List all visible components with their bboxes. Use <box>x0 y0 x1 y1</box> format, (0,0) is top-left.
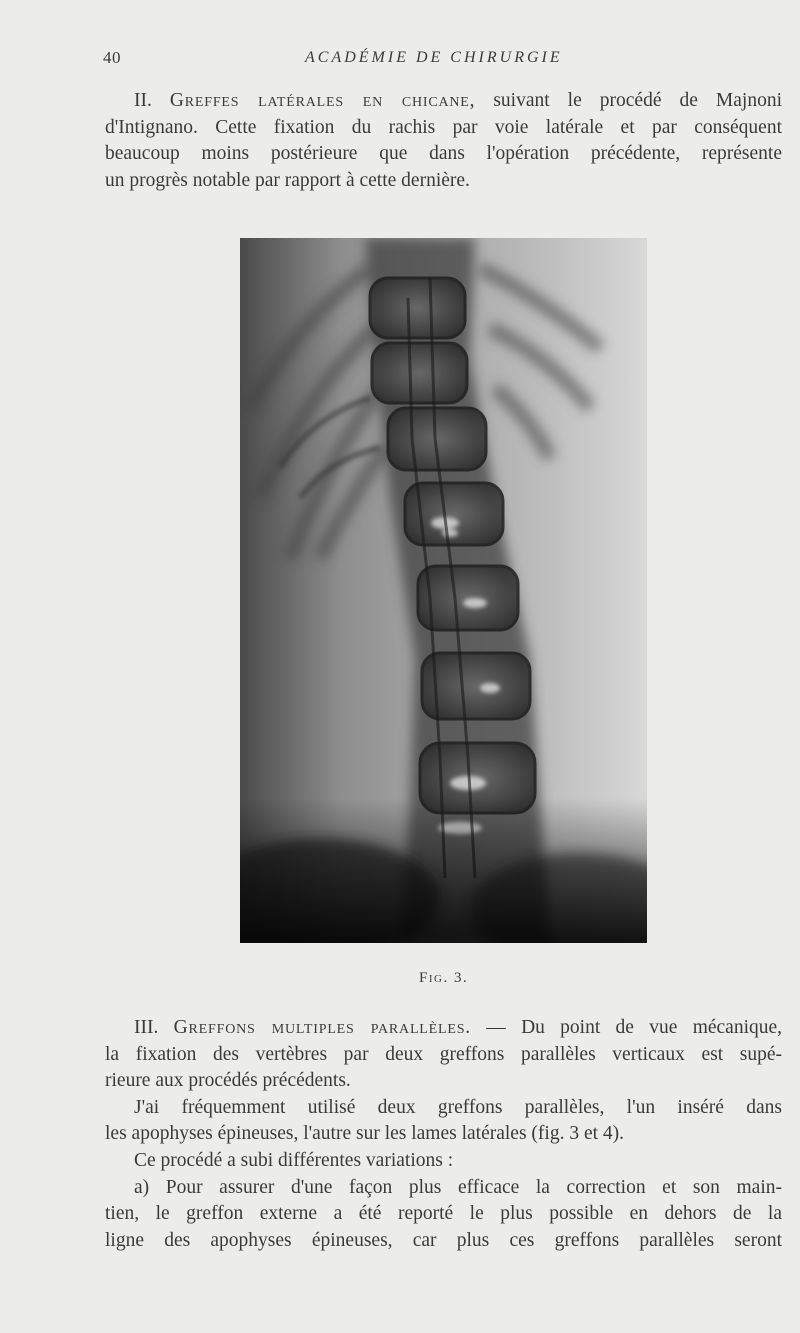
section-iii-heading: Greffons multiples parallèles. <box>173 1017 471 1038</box>
section-ii-numeral: II. <box>134 90 152 111</box>
xray-figure <box>240 238 647 943</box>
section-ii-line-2: d'Intignano. Cette fixation du rachis par voie latérale et par conséquent <box>105 116 782 138</box>
section-iii-paragraph <box>105 1015 782 1254</box>
section-ii-paragraph <box>105 88 782 194</box>
page-number: 40 <box>103 48 121 67</box>
figure-caption: Fig. 3. <box>419 970 469 986</box>
section-iii-line-7: a) Pour assurer d'une façon plus efficace la correction et son main- <box>134 1176 782 1198</box>
section-ii-text-1: suivant le procédé de Majnoni <box>493 90 782 111</box>
section-iii-numeral: III. <box>134 1017 159 1038</box>
section-ii-heading: Greffes latérales en chicane, <box>169 90 476 111</box>
section-ii-line-4: un progrès notable par rapport à cette dernière. <box>105 169 470 191</box>
spine-xray-image <box>240 238 647 943</box>
section-iii-line-4: J'ai fréquemment utilisé deux greffons parallèles, l'un inséré dans <box>134 1096 782 1118</box>
section-iii-line-3: rieure aux procédés précédents. <box>105 1070 351 1092</box>
section-iii-line-6: Ce procédé a subi différentes variations : <box>134 1149 454 1171</box>
section-iii-line-8: tien, le greffon externe a été reporté le plus possible en dehors de la <box>105 1203 782 1225</box>
section-ii-line-3: beaucoup moins postérieure que dans l'opération précédente, représente <box>105 143 782 165</box>
section-iii-line-2: la fixation des vertèbres par deux greffons parallèles verticaux est supé- <box>105 1043 782 1065</box>
section-ii-line-1 <box>105 88 782 115</box>
running-title: ACADÉMIE DE CHIRURGIE <box>305 49 563 66</box>
page-header <box>103 44 783 74</box>
section-iii-line-9: ligne des apophyses épineuses, car plus ces greffons parallèles seront <box>105 1229 782 1251</box>
section-iii-line-1 <box>105 1015 782 1042</box>
section-iii-text-1: — Du point de vue mécanique, <box>486 1017 783 1038</box>
section-iii-line-5: les apophyses épineuses, l'autre sur les lames latérales (fig. 3 et 4). <box>105 1123 625 1145</box>
